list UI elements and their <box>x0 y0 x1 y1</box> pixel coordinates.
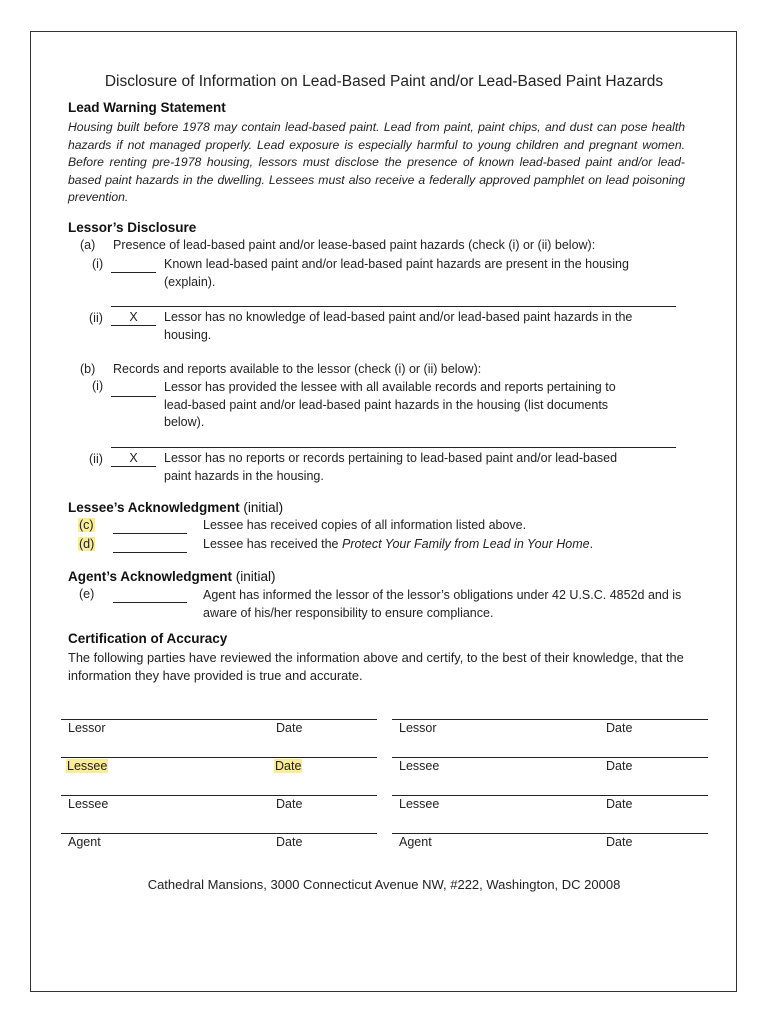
warning-text: Housing built before 1978 may contain lead-based paint. Lead from paint, paint chips, and dust can pose health hazards if not managed properly. Lead exposure is especially harmful to young children and pregnant women. Before renting pre-1978 housing, lessors must disclose the presence of known lead-based paint and/or lead-based paint hazards in the dwelling. Lessees must also receive a federally approved pamphlet on lead poisoning prevention. <box>68 120 685 205</box>
agent-heading-suffix: (initial) <box>235 569 276 584</box>
item-b-i-text: Lessor has provided the lessee with all available records and reports pertaining to lead-based paint and/or lead-based paint hazards in the housing (list documents below). <box>164 380 616 429</box>
agent-heading <box>68 569 276 584</box>
sig-left-3-role: Lessee <box>68 797 109 811</box>
signature-line[interactable] <box>61 719 377 720</box>
sig-right-1-date: Date <box>606 721 633 735</box>
item-d-text <box>203 537 593 551</box>
signature-line[interactable] <box>61 795 377 796</box>
sig-left-2-role: Lessee <box>67 759 108 773</box>
item-a-i-label: (i) <box>92 257 104 271</box>
sig-left-1-role: Lessor <box>68 721 106 735</box>
item-d-label: (d) <box>79 537 95 551</box>
item-a-ii-blank[interactable]: X <box>111 310 156 326</box>
item-b-text: Records and reports available to the lessor (check (i) or (ii) below): <box>113 362 482 376</box>
item-a-text: Presence of lead-based paint and/or lease-based paint hazards (check (i) or (ii) below): <box>113 238 596 252</box>
sig-right-1-role: Lessor <box>399 721 437 735</box>
signature-line[interactable] <box>392 719 708 720</box>
sig-right-4-role: Agent <box>399 835 432 849</box>
documents-line[interactable] <box>111 447 676 448</box>
item-a-ii-text: Lessor has no knowledge of lead-based paint and/or lead-based paint hazards in the housing. <box>164 310 633 342</box>
signature-line[interactable] <box>392 833 708 834</box>
explain-line[interactable] <box>111 306 676 307</box>
item-a-label: (a) <box>80 238 96 252</box>
item-d-initial-blank[interactable] <box>113 537 187 553</box>
sig-left-2-date: Date <box>275 759 302 773</box>
sig-right-4-date: Date <box>606 835 633 849</box>
lessee-heading-title: Lessee’s Acknowledgment <box>68 500 240 515</box>
sig-right-3-role: Lessee <box>399 797 440 811</box>
signature-line[interactable] <box>61 757 377 758</box>
lessee-heading-suffix: (initial) <box>243 500 284 515</box>
certification-heading: Certification of Accuracy <box>68 631 228 646</box>
item-a-ii-label: (ii) <box>89 311 103 325</box>
agent-heading-title: Agent’s Acknowledgment <box>68 569 233 584</box>
sig-right-2-date: Date <box>606 759 633 773</box>
sig-right-3-date: Date <box>606 797 633 811</box>
item-b-ii-text: Lessor has no reports or records pertaining to lead-based paint and/or lead-based paint hazards in the housing. <box>164 451 618 483</box>
certification-text: The following parties have reviewed the information above and certify, to the best of their knowledge, that the information they have provided is true and accurate. <box>68 650 684 683</box>
item-d-text-prefix: Lessee has received the <box>203 537 342 551</box>
sig-left-4-role: Agent <box>68 835 101 849</box>
item-d-text-suffix: . <box>589 537 594 551</box>
signature-line[interactable] <box>61 833 377 834</box>
item-c-initial-blank[interactable] <box>113 518 187 534</box>
item-a-i-text: Known lead-based paint and/or lead-based paint hazards are present in the housing (explain). <box>164 257 629 289</box>
lessee-heading <box>68 500 283 515</box>
footer-address: Cathedral Mansions, 3000 Connecticut Avenue NW, #222, Washington, DC 20008 <box>147 877 621 892</box>
item-b-i-blank[interactable] <box>111 381 156 397</box>
warning-heading: Lead Warning Statement <box>68 100 226 115</box>
item-e-label: (e) <box>79 587 95 601</box>
item-c-label: (c) <box>79 518 94 532</box>
item-a-i-blank[interactable] <box>111 257 156 273</box>
item-c-text: Lessee has received copies of all information listed above. <box>203 518 527 532</box>
sig-left-4-date: Date <box>276 835 303 849</box>
sig-left-3-date: Date <box>276 797 303 811</box>
item-b-i-label: (i) <box>92 379 104 393</box>
item-d-pamphlet-title: Protect Your Family from Lead in Your Home <box>341 537 590 551</box>
item-b-ii-blank[interactable]: X <box>111 451 156 467</box>
item-b-label: (b) <box>80 362 96 376</box>
sig-right-2-role: Lessee <box>399 759 440 773</box>
sig-left-1-date: Date <box>276 721 303 735</box>
item-e-initial-blank[interactable] <box>113 587 187 603</box>
document-title: Disclosure of Information on Lead-Based Paint and/or Lead-Based Paint Hazards <box>104 73 664 90</box>
signature-line[interactable] <box>392 757 708 758</box>
item-b-ii-label: (ii) <box>89 452 103 466</box>
signature-line[interactable] <box>392 795 708 796</box>
item-e-text: Agent has informed the lessor of the lessor’s obligations under 42 U.S.C. 4852d and is aware of his/her responsibility to ensure compliance. <box>203 588 682 620</box>
lessor-heading: Lessor’s Disclosure <box>68 220 197 235</box>
